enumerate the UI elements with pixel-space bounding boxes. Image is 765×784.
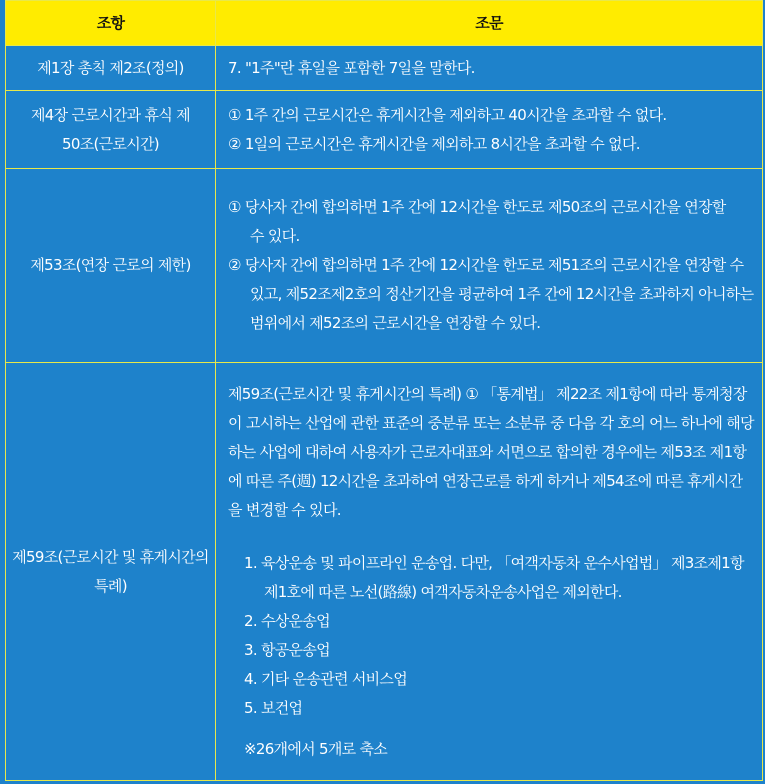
- clause-intro: 제59조(근로시간 및 휴게시간의 특례) ① 「통계법」 제22조 제1항에 따라 통계청장이 고시하는 산업에 관한 표준의 중분류 또는 소분류 중 다음 각 호의 어느 하나에 해당하는 사업에 대하여 사용자가 근로자대표와 서면으로 합의한 경우에는 제53조 제1항에 따른 주(週) 12시간을 초과하여 연장근로를 하게 하거나 제54조에 따른 휴게시간을 변경할 수 있다.: [228, 384, 754, 519]
- article-label: 제4장 근로시간과 휴식 제50조(근로시간): [31, 105, 190, 153]
- text-cell: 7. "1주"란 휴일을 포함한 7일을 말한다.: [216, 46, 763, 91]
- article-cell: [6, 91, 216, 169]
- text-cell: [216, 91, 763, 169]
- header-row: [6, 1, 763, 46]
- table-row: [6, 46, 763, 91]
- list-item: 1. 육상운송 및 파이프라인 운송업. 다만, 「여객자동차 운수사업법」 제3조제1항제1호에 따른 노선(路線) 여객자동차운송사업은 제외한다.: [244, 553, 744, 601]
- list-item: 2. 수상운송업: [244, 611, 330, 630]
- article-cell: 제1장 총칙 제2조(정의): [6, 46, 216, 91]
- text-cell: [216, 169, 763, 363]
- clause-item: ② 1일의 근로시간은 휴게시간을 제외하고 8시간을 초과할 수 없다.: [228, 134, 640, 153]
- table-row: [6, 363, 763, 781]
- reduction-note: ※26개에서 5개로 축소: [244, 739, 388, 758]
- text-cell: [216, 363, 763, 781]
- table-row: [6, 91, 763, 169]
- clause-item: ② 당사자 간에 합의하면 1주 간에 12시간을 한도로 제51조의 근로시간을 연장할 수 있고, 제52조제2호의 정산기간을 평균하여 1주 간에 12시간을 초과하지 아니하는 범위에서 제52조의 근로시간을 연장할 수 있다.: [228, 256, 754, 332]
- header-text: 조문: [216, 1, 763, 46]
- clause-item: ① 당사자 간에 합의하면 1주 간에 12시간을 한도로 제50조의 근로시간을 연장할 수 있다.: [228, 198, 726, 245]
- spacer: [244, 723, 756, 735]
- header-article: 조항: [6, 1, 216, 46]
- article-label: 제59조(근로시간 및 휴게시간의 특례): [12, 547, 209, 595]
- list-item: 3. 항공운송업: [244, 640, 330, 659]
- industry-list: [228, 549, 756, 764]
- table-row: [6, 169, 763, 363]
- clause-item: ① 1주 간의 근로시간은 휴게시간을 제외하고 40시간을 초과할 수 없다.: [228, 105, 667, 124]
- article-cell: [6, 363, 216, 781]
- list-item: 5. 보건업: [244, 698, 303, 717]
- law-table: [5, 0, 763, 781]
- list-item: 4. 기타 운송관련 서비스업: [244, 669, 408, 688]
- spacer: [228, 525, 756, 549]
- article-cell: 제53조(연장 근로의 제한): [6, 169, 216, 363]
